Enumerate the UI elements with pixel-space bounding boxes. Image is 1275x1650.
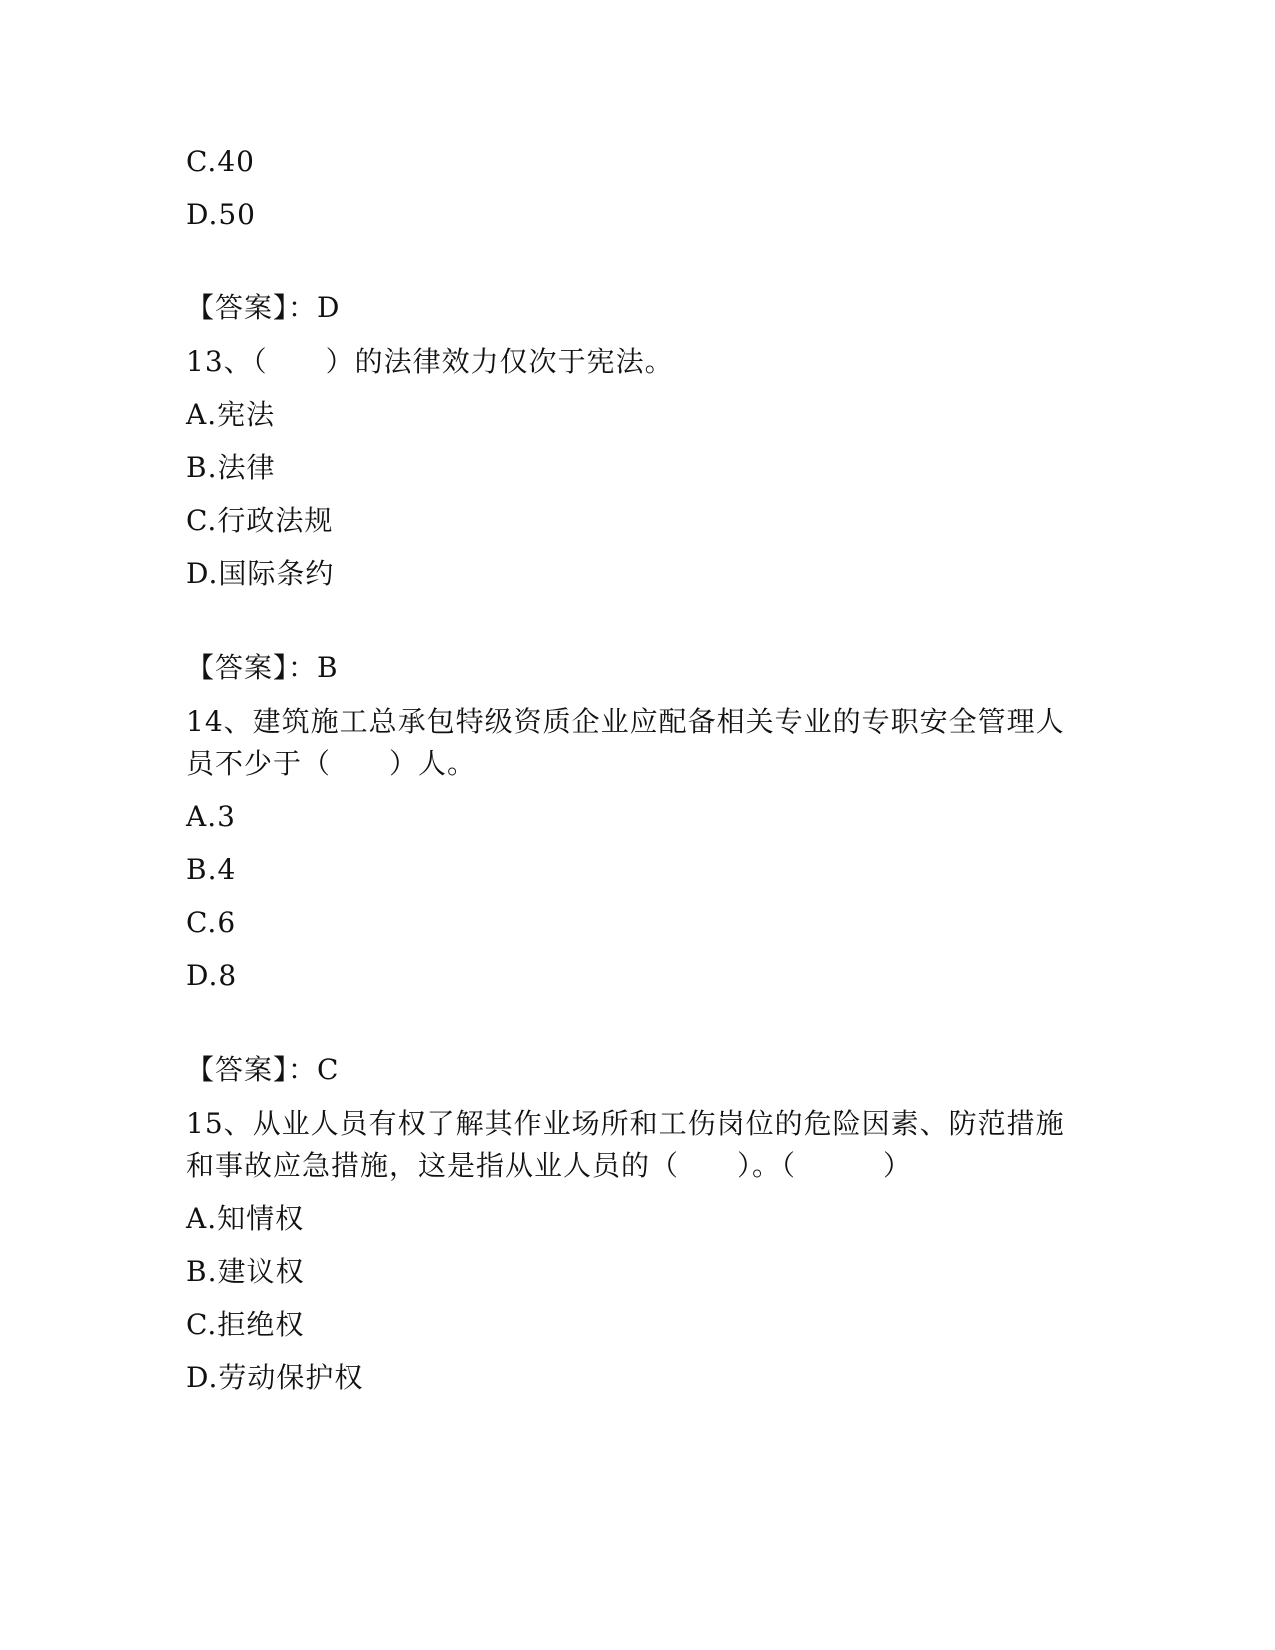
question-13-option-a: A.宪法 <box>186 398 276 431</box>
question-14-option-a: A.3 <box>186 800 236 833</box>
question-15-option-c: C.拒绝权 <box>186 1308 305 1341</box>
question-14-option-b: B.4 <box>186 853 237 886</box>
question-14-option-d: D.8 <box>186 959 238 992</box>
question-13-option-b: B.法律 <box>186 451 276 484</box>
question-14-stem-line-1: 14、建筑施工总承包特级资质企业应配备相关专业的专职安全管理人 <box>186 705 1065 738</box>
question-13-option-c: C.行政法规 <box>186 504 334 537</box>
answer-prev: 【答案】：D <box>186 291 341 324</box>
question-14-option-c: C.6 <box>186 906 237 939</box>
question-14-stem-line-2: 员不少于（ ）人。 <box>186 747 477 780</box>
question-15-option-a: A.知情权 <box>186 1202 305 1235</box>
question-15-option-b: B.建议权 <box>186 1255 305 1288</box>
question-13-stem: 13、（ ）的法律效力仅次于宪法。 <box>186 345 674 378</box>
option-d-prev: D.50 <box>186 198 256 231</box>
question-15-option-d: D.劳动保护权 <box>186 1361 364 1394</box>
question-15-stem-line-2: 和事故应急措施，这是指从业人员的（ ）。（ ） <box>186 1149 913 1182</box>
question-14-answer: 【答案】：C <box>186 1053 340 1086</box>
option-c-prev: C.40 <box>186 145 255 178</box>
question-13-option-d: D.国际条约 <box>186 557 335 590</box>
question-15-stem-line-1: 15、从业人员有权了解其作业场所和工伤岗位的危险因素、防范措施 <box>186 1107 1065 1140</box>
question-13-answer: 【答案】：B <box>186 651 339 684</box>
